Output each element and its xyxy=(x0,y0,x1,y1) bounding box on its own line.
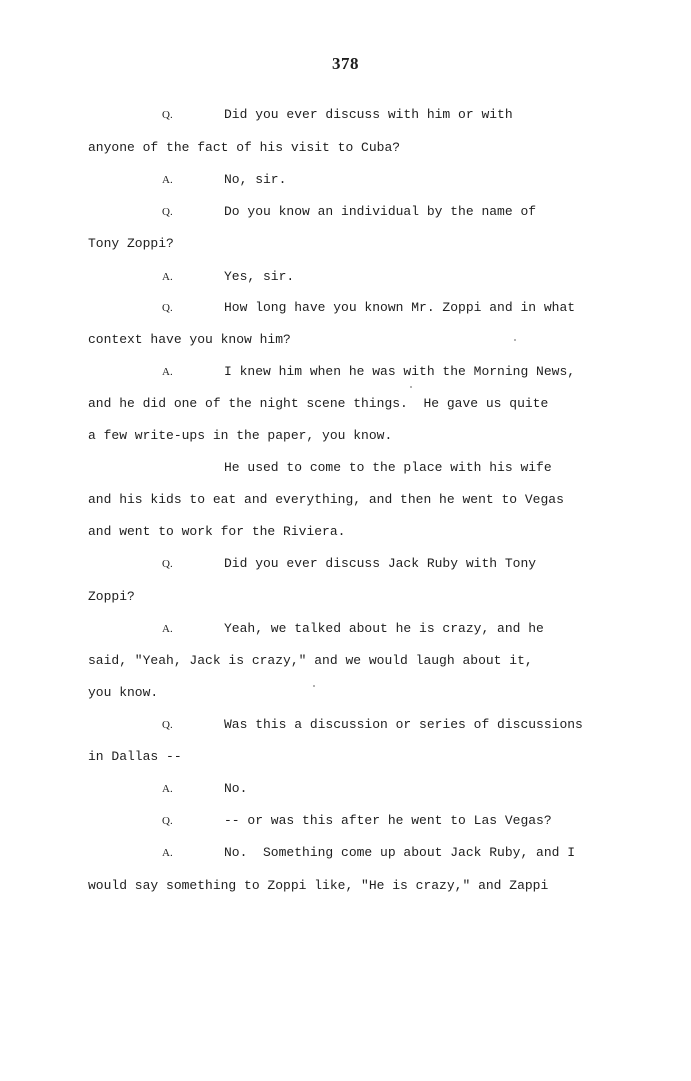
speaker-label: Q. xyxy=(162,109,173,121)
transcript-line: and went to work for the Riviera. xyxy=(88,524,346,539)
transcript-line: said, "Yeah, Jack is crazy," and we would laugh about it, xyxy=(88,653,533,668)
speaker-label: A. xyxy=(162,271,173,283)
transcript-line: Yeah, we talked about he is crazy, and he xyxy=(224,621,544,636)
transcript-line: in Dallas -- xyxy=(88,749,182,764)
page-number: 378 xyxy=(332,54,359,73)
transcript-line: How long have you known Mr. Zoppi and in what xyxy=(224,300,576,315)
transcript-line: Did you ever discuss with him or with xyxy=(224,107,513,122)
transcript-line: Was this a discussion or series of discussions xyxy=(224,717,583,732)
transcript-line: you know. xyxy=(88,685,159,700)
speaker-label: A. xyxy=(162,366,173,378)
transcript-line: and his kids to eat and everything, and then he went to Vegas xyxy=(88,492,564,507)
transcript-line: -- or was this after he went to Las Vegas? xyxy=(224,813,552,828)
scan-speck xyxy=(514,339,516,341)
transcript-line: Did you ever discuss Jack Ruby with Tony xyxy=(224,556,537,571)
transcript-line: No, sir. xyxy=(224,172,287,187)
transcript-line: He used to come to the place with his wife xyxy=(224,460,552,475)
transcript-line: No. Something come up about Jack Ruby, and I xyxy=(224,845,576,860)
speaker-label: Q. xyxy=(162,302,173,314)
transcript-line: Tony Zoppi? xyxy=(88,236,174,251)
transcript-line: Zoppi? xyxy=(88,589,135,604)
speaker-label: Q. xyxy=(162,719,173,731)
transcript-line: would say something to Zoppi like, "He is crazy," and Zappi xyxy=(88,878,549,893)
speaker-label: A. xyxy=(162,174,173,186)
speaker-label: Q. xyxy=(162,206,173,218)
transcript-line: and he did one of the night scene things. He gave us quite xyxy=(88,396,549,411)
transcript-line: Do you know an individual by the name of xyxy=(224,204,537,219)
transcript-line: context have you know him? xyxy=(88,332,291,347)
speaker-label: A. xyxy=(162,847,173,859)
transcript-line: Yes, sir. xyxy=(224,269,295,284)
speaker-label: Q. xyxy=(162,558,173,570)
scan-speck xyxy=(313,685,315,687)
transcript-line: a few write-ups in the paper, you know. xyxy=(88,428,393,443)
transcript-line: anyone of the fact of his visit to Cuba? xyxy=(88,140,401,155)
speaker-label: A. xyxy=(162,783,173,795)
transcript-line: No. xyxy=(224,781,248,796)
speaker-label: A. xyxy=(162,623,173,635)
scan-speck xyxy=(410,386,412,388)
speaker-label: Q. xyxy=(162,815,173,827)
transcript-line: I knew him when he was with the Morning News, xyxy=(224,364,576,379)
